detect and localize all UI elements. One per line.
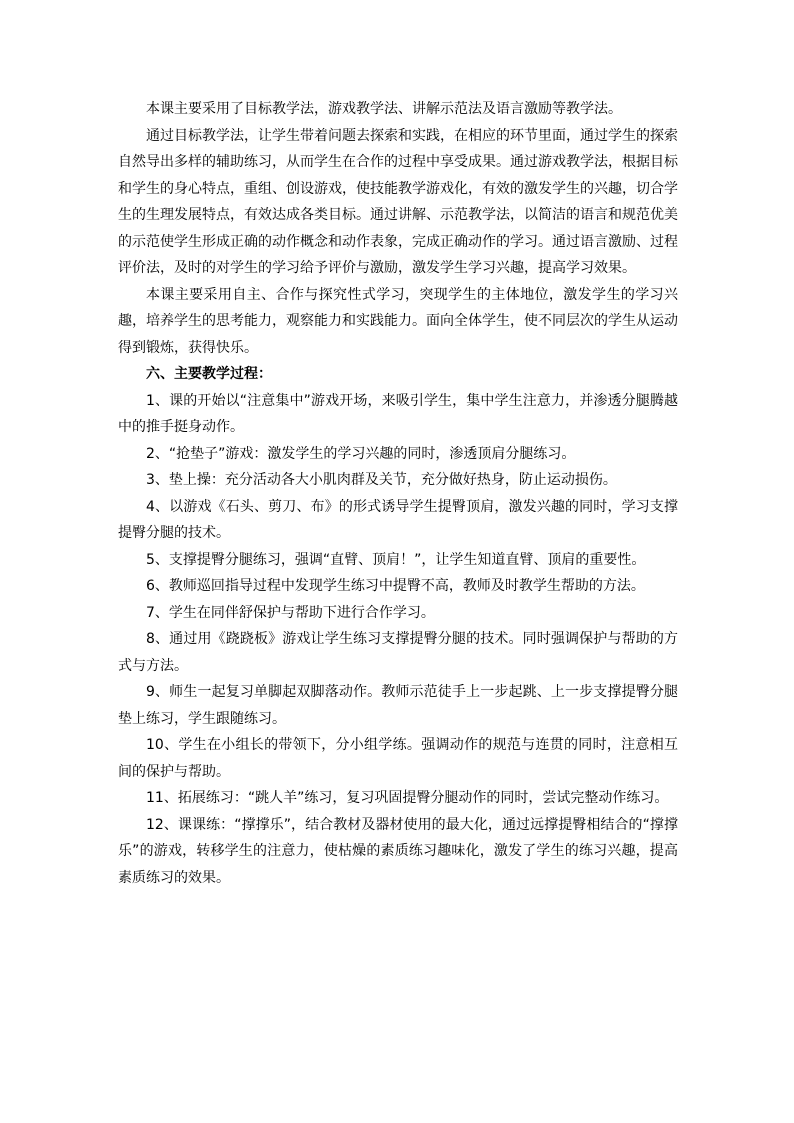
step-item-4: 4、以游戏《石头、剪刀、布》的形式诱导学生提臀顶肩，激发兴趣的同时，学习支撑提臀分腿的技术。	[118, 498, 678, 541]
step-item-3: 3、垫上操：充分活动各大小肌肉群及关节，充分做好热身，防止运动损伤。	[146, 472, 617, 488]
paragraph-teaching-methods: 本课主要采用了目标教学法，游戏教学法、讲解示范法及语言激励等教学法。	[146, 101, 622, 117]
step-item-8: 8、通过用《跷跷板》游戏让学生练习支撑提臀分腿的技术。同时强调保护与帮助的方式与方法。	[118, 631, 678, 674]
step-item-11: 11、拓展练习：“跳人羊”练习，复习巩固提臀分腿动作的同时，尝试完整动作练习。	[146, 790, 669, 806]
paragraph-learning-methods: 本课主要采用自主、合作与探究性式学习，突现学生的主体地位，激发学生的学习兴趣，培养学生的思考能力，观察能力和实践能力。面向全体学生，使不同层次的学生从运动得到锻炼，获得快乐。	[118, 286, 678, 356]
paragraph-method-details: 通过目标教学法，让学生带着问题去探索和实践，在相应的环节里面，通过学生的探索自然导出多样的辅助练习，从而学生在合作的过程中享受成果。通过游戏教学法，根据目标和学生的身心特点，重组、创设游戏，使技能教学游戏化，有效的激发学生的兴趣，切合学生的生理发展特点，有效达成各类目标。通过讲解、示范教学法，以简洁的语言和规范优美的示范使学生形成正确的动作概念和动作表象，完成正确动作的学习。通过语言激励、过程评价法，及时的对学生的学习给予评价与激励，激发学生学习兴趣，提高学习效果。	[118, 127, 678, 276]
step-item-2: 2、“抢垫子”游戏：激发学生的学习兴趣的同时，渗透顶肩分腿练习。	[146, 445, 576, 462]
section-heading: 六、主要教学过程：	[146, 366, 272, 382]
step-item-5: 5、支撑提臀分腿练习，强调“直臂、顶肩！”，让学生知道直臂、顶肩的重要性。	[146, 551, 646, 568]
step-item-6: 6、教师巡回指导过程中发现学生练习中提臀不高，教师及时教学生帮助的方法。	[146, 578, 645, 594]
step-item-10: 10、学生在小组长的带领下，分小组学练。强调动作的规范与连贯的同时，注意相互间的保护与帮助。	[118, 737, 678, 780]
step-item-7: 7、学生在同伴舒保护与帮助下进行合作学习。	[146, 604, 435, 621]
step-item-9: 9、师生一起复习单脚起双脚落动作。教师示范徒手上一步起跳、上一步支撑提臀分腿垫上练习，学生跟随练习。	[118, 684, 678, 727]
document-body	[118, 96, 678, 891]
step-item-12: 12、课课练：“撑撑乐”，结合教材及器材使用的最大化，通过远撑提臀相结合的“撑撑乐”的游戏，转移学生的注意力，使枯燥的素质练习趣味化，激发了学生的练习兴趣，提高素质练习的效果。	[118, 816, 678, 886]
step-item-1: 1、课的开始以“注意集中”游戏开场，来吸引学生，集中学生注意力，并渗透分腿腾越中的推手挺身动作。	[118, 392, 678, 435]
